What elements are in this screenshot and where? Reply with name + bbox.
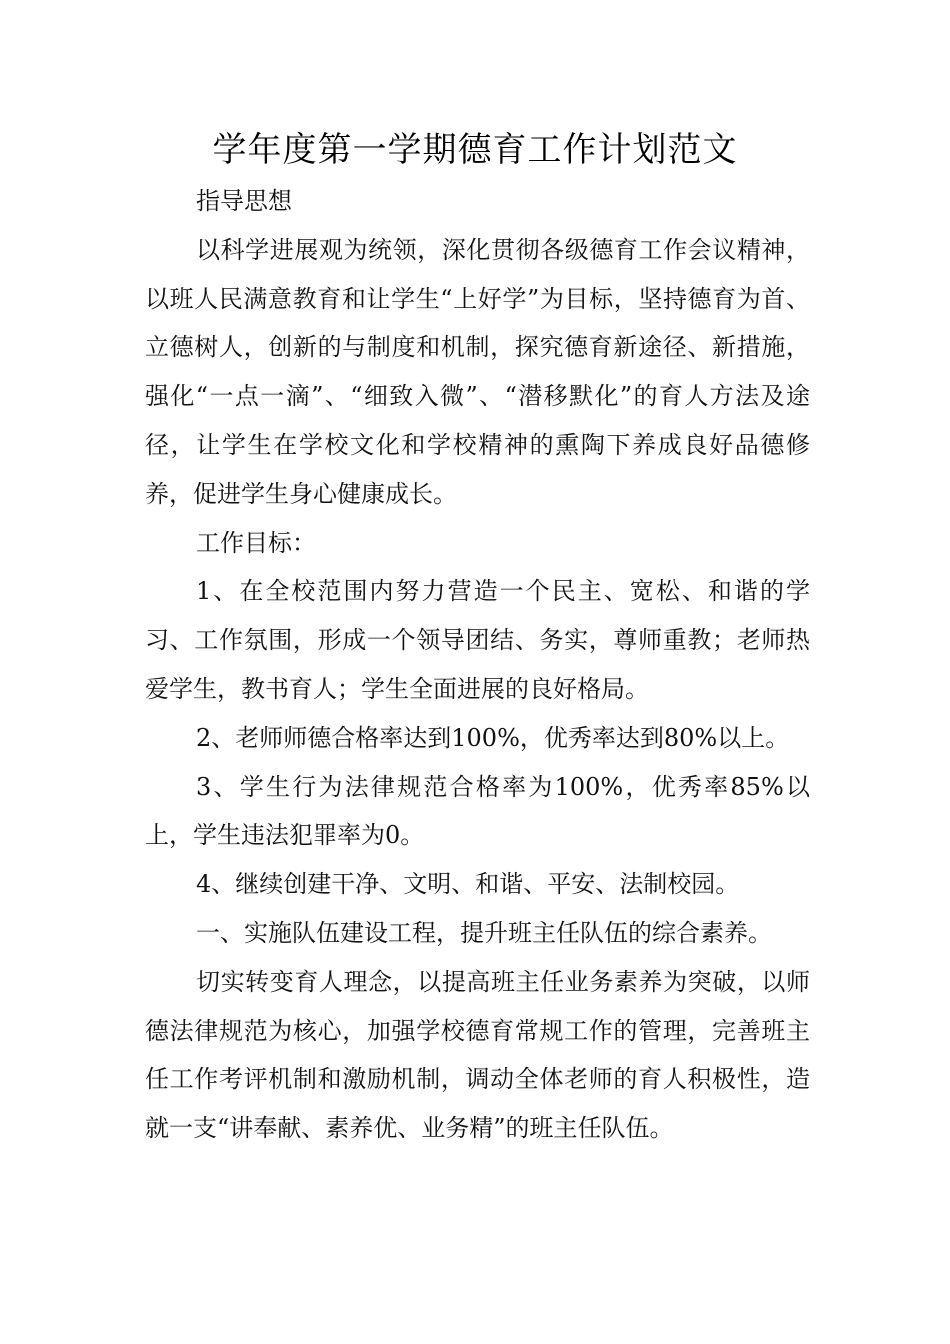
paragraph-section-1-body: 切实转变育人理念，以提高班主任业务素养为突破，以师德法律规范为核心，加强学校德育常规工作的管理，完善班主任工作考评机制和激励机制，调动全体老师的育人积极性，造就一支“讲奉献、素养优、业务精”的班主任队伍。: [145, 967, 810, 1143]
document-title: 学年度第一学期德育工作计划范文: [212, 130, 738, 170]
document-body: [145, 177, 810, 1153]
paragraph-goal-1: 1、在全校范围内努力营造一个民主、宽松、和谐的学习、工作氛围，形成一个领导团结、务实，尊师重教；老师热爱学生，教书育人；学生全面进展的良好格局。: [145, 577, 810, 703]
paragraph-goal-4: 4、继续创建干净、文明、和谐、平安、法制校园。: [196, 870, 740, 899]
paragraph-goal-2: 2、老师师德合格率达到100%，优秀率达到80%以上。: [196, 723, 790, 752]
paragraph-guiding-thought-heading: 指导思想: [196, 187, 292, 215]
paragraph-guiding-thought: 以科学进展观为统领，深化贯彻各级德育工作会议精神，以班人民满意教育和让学生“上好学”为目标，坚持德育为首、立德树人，创新的与制度和机制，探究德育新途径、新措施，强化“一点一滴”、“细致入微”、“潜移默化”的育人方法及途径，让学生在学校文化和学校精神的熏陶下养成良好品德修养，促进学生身心健康成长。: [145, 235, 810, 508]
paragraph-goals-heading: 工作目标：: [196, 528, 316, 557]
paragraph-goal-3: 3、学生行为法律规范合格率为100%，优秀率85%以上，学生违法犯罪率为0。: [145, 772, 810, 850]
paragraph-section-1-heading: 一、实施队伍建设工程，提升班主任队伍的综合素养。: [196, 918, 772, 947]
